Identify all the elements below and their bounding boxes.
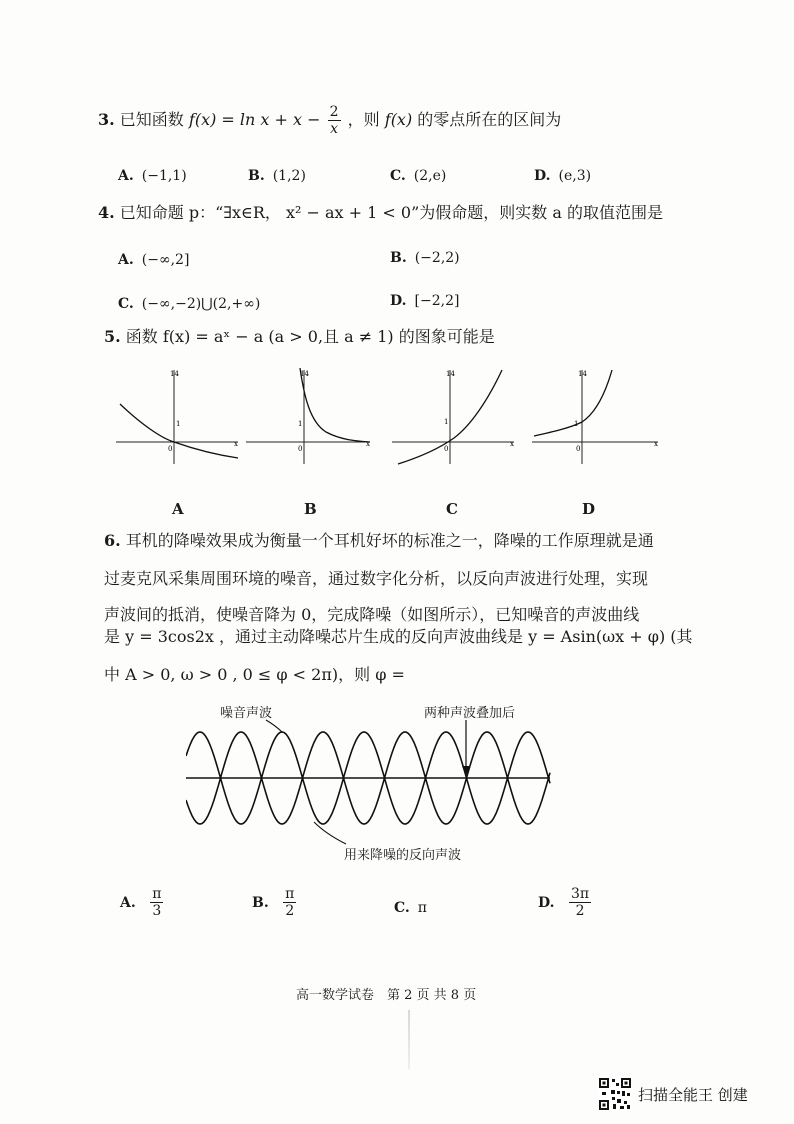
option-d[interactable]	[534, 166, 591, 186]
graph-label-c: C	[446, 500, 458, 518]
question-6-line-3: 声波间的抵消，使噪音降为 0，完成降噪（如图所示），已知噪音的声波曲线	[104, 605, 640, 624]
x-axis-end-label: x	[234, 440, 238, 448]
y-axis-top-label: 14	[578, 370, 587, 378]
question-stem-part: 的零点所在的区间为	[417, 110, 562, 129]
option-value: (−1,1)	[141, 168, 187, 184]
option-c[interactable]	[118, 294, 260, 314]
option-c[interactable]	[394, 898, 427, 918]
option-value: (−∞,−2)⋃(2,+∞)	[141, 296, 261, 312]
question-number: 6.	[104, 531, 121, 550]
page-footer: 高一数学试卷 第 2 页 共 8 页	[296, 988, 477, 1003]
option-label: A.	[118, 252, 134, 268]
option-a[interactable]	[120, 886, 165, 919]
tick-one: 1	[298, 420, 303, 428]
fraction-numerator: 2	[329, 104, 339, 120]
graph-label-a: A	[172, 500, 184, 518]
fraction-denominator: 2	[575, 903, 585, 919]
tick-one: 1	[574, 420, 579, 428]
question-6-line-5: 中 A > 0, ω > 0 , 0 ≤ φ < 2π)，则 φ =	[104, 665, 405, 684]
reverse-pointer	[314, 822, 346, 844]
option-fraction	[150, 886, 163, 919]
watermark-text: 扫描全能王 创建	[638, 1085, 748, 1104]
option-label: D.	[534, 168, 551, 184]
noise-pointer	[266, 720, 282, 732]
question-6-line-4: 是 y = 3cos2x ，通过主动降噪芯片生成的反向声波曲线是 y = Asin(ωx + φ) (其	[104, 627, 693, 646]
graph-b[interactable]	[246, 366, 374, 466]
wave-diagram	[186, 716, 554, 850]
question-number: 3.	[98, 110, 115, 129]
option-b[interactable]	[248, 166, 306, 186]
fraction-denominator: x	[330, 121, 339, 137]
tick-one: 1	[176, 420, 181, 428]
question-text: 耳机的降噪效果成为衡量一个耳机好坏的标准之一，降噪的工作原理就是通	[125, 531, 654, 550]
graph-label-d: D	[582, 500, 596, 518]
question-stem: 已知命题 p：“∃x∈R， x² − ax + 1 < 0”为假命题，则实数 a 的取值范围是	[119, 203, 663, 222]
y-axis-top-label: 14	[446, 370, 455, 378]
page-fold	[408, 1010, 410, 1070]
option-label: B.	[252, 894, 269, 911]
graph-label-b: B	[304, 500, 317, 518]
option-label: B.	[390, 250, 407, 266]
question-6-line-1	[104, 530, 654, 552]
fraction-denominator: 3	[152, 903, 162, 919]
option-label: C.	[390, 168, 406, 184]
option-d[interactable]	[538, 886, 593, 919]
question-stem: 函数 f(x) = aˣ − a (a > 0,且 a ≠ 1) 的图象可能是	[125, 327, 495, 346]
option-label: A.	[118, 168, 134, 184]
scanner-watermark	[598, 1076, 748, 1112]
option-fraction	[283, 886, 296, 919]
option-label: A.	[120, 894, 136, 911]
option-value: (−∞,2]	[141, 252, 190, 268]
tick-zero: 0	[444, 445, 449, 453]
label-reverse-wave: 用来降噪的反向声波	[344, 848, 462, 863]
option-c[interactable]	[390, 166, 446, 186]
question-4	[98, 202, 663, 224]
fraction-numerator: π	[152, 886, 162, 902]
option-label: B.	[248, 168, 265, 184]
option-value: [−2,2]	[414, 293, 460, 309]
y-axis-top-label: 14	[170, 370, 179, 378]
tick-zero: 0	[298, 445, 303, 453]
graph-c[interactable]	[392, 366, 518, 466]
function-name: f(x)	[384, 110, 413, 129]
curve	[120, 404, 238, 458]
option-value: (2,e)	[413, 168, 447, 184]
fraction-numerator: π	[285, 886, 295, 902]
tick-zero: 0	[576, 445, 581, 453]
option-label: C.	[118, 296, 134, 312]
graph-d[interactable]	[532, 366, 662, 466]
option-value: (1,2)	[272, 168, 306, 184]
x-axis-end-label: x	[510, 440, 514, 448]
option-value: (e,3)	[558, 168, 592, 184]
function-expression: f(x) = ln x + x −	[188, 110, 321, 129]
option-a[interactable]	[118, 250, 189, 270]
x-axis-end-label: x	[366, 440, 370, 448]
option-value: (−2,2)	[414, 250, 460, 266]
label-noise-wave: 噪音声波	[220, 706, 273, 721]
question-5	[104, 326, 495, 348]
fraction	[328, 104, 341, 137]
question-stem-part: ，则	[347, 110, 380, 129]
option-d[interactable]	[390, 291, 459, 311]
option-label: D.	[390, 293, 407, 309]
fraction-numerator: 3π	[570, 886, 590, 902]
qr-code-icon	[598, 1077, 632, 1111]
tick-zero: 0	[168, 445, 173, 453]
question-number: 5.	[104, 327, 121, 346]
option-a[interactable]	[118, 166, 187, 186]
option-fraction	[569, 886, 591, 919]
x-axis-end-label: x	[654, 440, 658, 448]
y-axis-top-label: 14	[300, 370, 309, 378]
option-label: C.	[394, 900, 410, 916]
tick-one: 1	[444, 418, 449, 426]
question-6-line-2: 过麦克风采集周围环境的噪音，通过数字化分析，以反向声波进行处理，实现	[104, 569, 649, 588]
graph-a[interactable]	[116, 366, 242, 466]
question-3	[98, 104, 561, 137]
question-number: 4.	[98, 203, 115, 222]
option-value: π	[417, 900, 427, 916]
option-b[interactable]	[252, 886, 298, 919]
question-stem-part: 已知函数	[119, 110, 184, 129]
fraction-denominator: 2	[285, 903, 295, 919]
curve	[300, 368, 370, 442]
option-label: D.	[538, 894, 555, 911]
option-b[interactable]	[390, 248, 460, 268]
curve	[534, 370, 612, 436]
label-superposed-wave: 两种声波叠加后	[424, 706, 516, 721]
